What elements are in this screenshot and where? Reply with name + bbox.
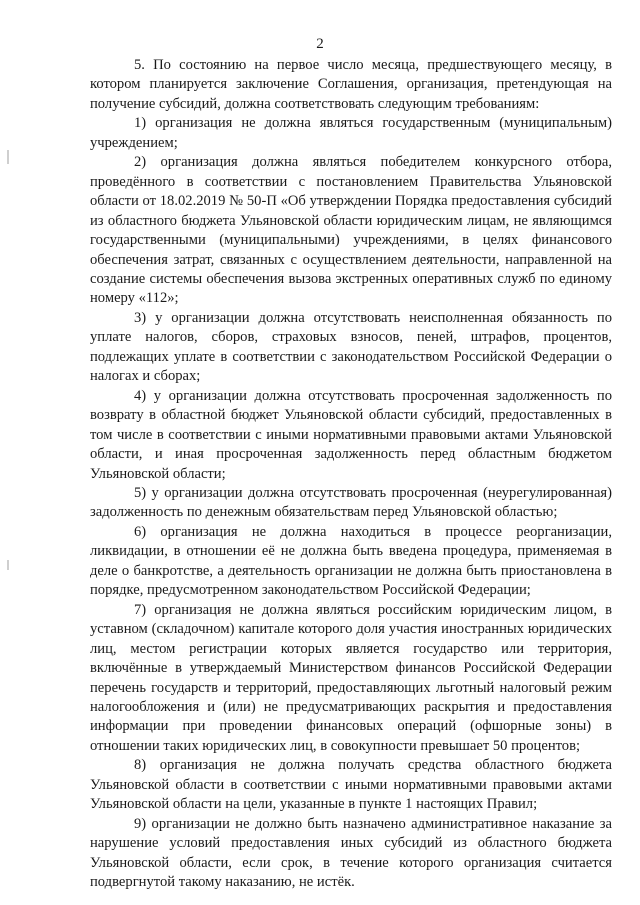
paragraph-item-1: 1) организация не должна являться государственным (муниципальным) учреждением;	[90, 115, 612, 151]
paragraph-item-2: 2) организация должна являться победителем конкурсного отбора, проведённого в соответствии с постановлением Правительства Ульяновской области от 18.02.2019 № 50-П «Об утверждении Порядка предоставления субсидий из областного бюджета Ульяновской области юридическим лицам, не являющимся государственными (муниципальными) учреждениями, в целях финансового обеспечения затрат, связанных с осуществлением деятельности, направленной на создание системы обеспечения вызова экстренных оперативных служб по единому номеру «112»;	[90, 154, 612, 307]
paragraph-item-9: 9) организации не должно быть назначено административное наказание за нарушение условий предоставления иных субсидий из областного бюджета Ульяновской области, если срок, в течение которого организация считается подвергнутой такому наказанию, не истёк.	[90, 815, 612, 891]
paragraph-item-4: 4) у организации должна отсутствовать просроченная задолженность по возврату в областной бюджет Ульяновской области субсидий, предоставленных в том числе в соответствии с иными нормативными правовыми актами Ульяновской области, и иная просроченная задолженность перед областным бюджетом Ульяновской области;	[90, 387, 612, 482]
paragraph-intro: 5. По состоянию на первое число месяца, предшествующего месяцу, в котором планируется заключение Соглашения, организация, претендующая на получение субсидий, должна соответствовать следующим требованиям:	[90, 57, 612, 112]
paragraph-item-6: 6) организация не должна находиться в процессе реорганизации, ликвидации, в отношении её не должна быть введена процедура, применяемая в деле о банкротстве, а деятельность организации не должна быть приостановлена в порядке, предусмотренном законодательством Российской Федерации;	[90, 523, 612, 599]
document-body	[90, 56, 612, 892]
paragraph-item-8: 8) организация не должна получать средства областного бюджета Ульяновской области в соответствии с иными нормативными правовыми актами Ульяновской области на цели, указанные в пункте 1 настоящих Правил;	[90, 757, 612, 813]
paragraph-item-5: 5) у организации должна отсутствовать просроченная (неурегулированная) задолженность по денежным обязательствам перед Ульяновской областью;	[90, 484, 612, 521]
paragraph-item-7: 7) организация не должна являться российским юридическим лицом, в уставном (складочном) капитале которого доля участия иностранных юридических лиц, местом регистрации которых является государство или территория, включённые в утверждаемый Министерством финансов Российской Федерации перечень государств и территорий, предоставляющих льготный налоговый режим налогообложения и (или) не предусматривающих раскрытия и предоставления информации при проведении финансовых операций (офшорные зоны) в отношении таких юридических лиц, в совокупности превышает 50 процентов;	[90, 601, 612, 754]
scan-margin-mark	[7, 560, 9, 570]
page-number: 2	[316, 36, 324, 52]
scan-margin-mark	[7, 150, 9, 164]
paragraph-item-3: 3) у организации должна отсутствовать неисполненная обязанность по уплате налогов, сборов, страховых взносов, пеней, штрафов, процентов, подлежащих уплате в соответствии с законодательством Российской Федерации о налогах и сборах;	[90, 309, 612, 385]
